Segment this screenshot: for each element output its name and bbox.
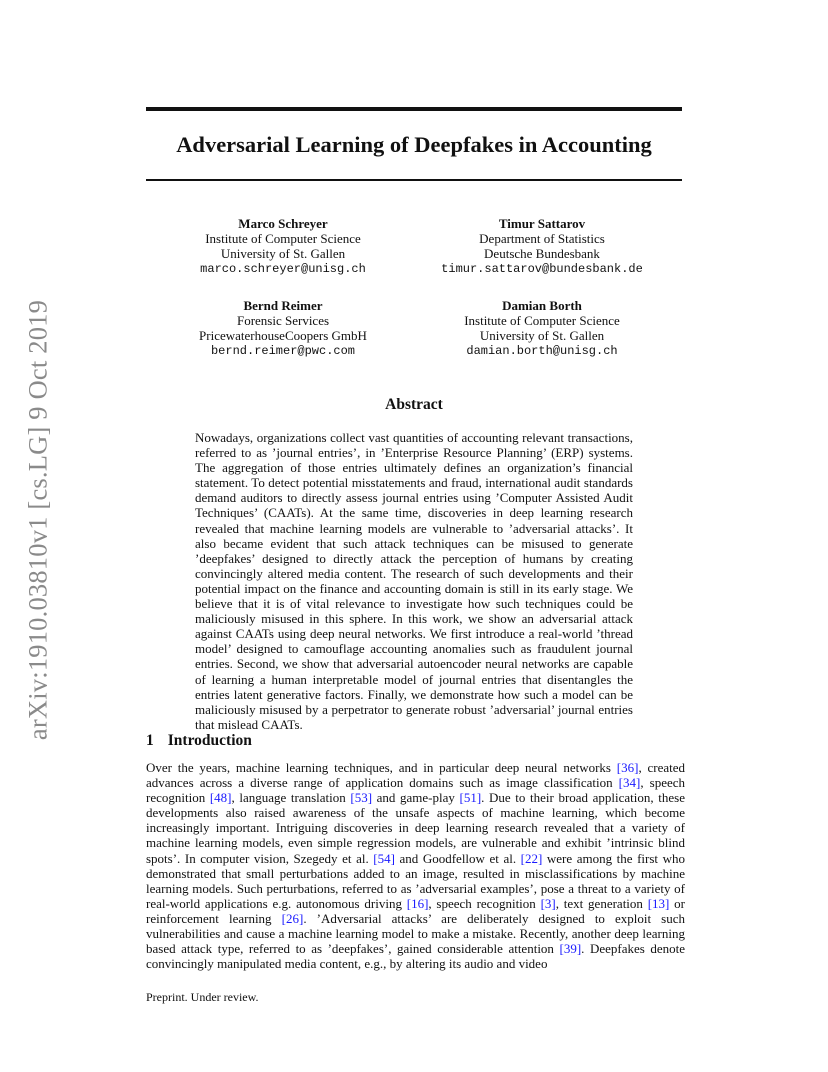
citation-link[interactable]: [16] — [406, 895, 429, 911]
intro-text: , speech recognition — [146, 775, 686, 806]
citation-link[interactable]: [34] — [618, 775, 641, 791]
author-affiliation: Institute of Computer Science — [464, 313, 620, 329]
author-affiliation: PricewaterhouseCoopers GmbH — [199, 328, 367, 344]
citation-link[interactable]: [22] — [520, 850, 543, 866]
author-email[interactable]: timur.sattarov@bundesbank.de — [441, 261, 643, 276]
paper-title: Adversarial Learning of Deepfakes in Accounting — [176, 132, 652, 157]
author-name: Bernd Reimer — [243, 298, 323, 313]
author-block — [172, 298, 394, 359]
author-name: Timur Sattarov — [498, 216, 586, 231]
citation-link[interactable]: [39] — [559, 941, 582, 957]
section-number: 1 — [146, 732, 154, 749]
author-block — [412, 298, 672, 359]
author-email[interactable]: marco.schreyer@unisg.ch — [200, 261, 366, 276]
author-block — [172, 216, 394, 277]
citation-link[interactable]: [3] — [540, 895, 556, 911]
citation-link[interactable]: [36] — [616, 760, 639, 775]
title-top-rule — [146, 107, 682, 111]
author-affiliation: Deutsche Bundesbank — [484, 246, 600, 262]
author-email[interactable]: damian.borth@unisg.ch — [466, 343, 618, 358]
intro-text: and game-play — [372, 790, 460, 806]
author-affiliation: Forensic Services — [236, 313, 330, 329]
author-affiliation: University of St. Gallen — [220, 246, 346, 262]
intro-text: . ’Adversarial attacks’ are deliberately designed to exploit such vulnerabilities and cause a machine learning model to make a mistake. Recently, another deep learning based attack type, referred to as ’deepfakes’, gained considerable attention — [146, 910, 685, 957]
citation-link[interactable]: [48] — [209, 790, 232, 806]
author-name: Marco Schreyer — [238, 216, 328, 231]
arxiv-stamp: arXiv:1910.03810v1 [cs.LG] 9 Oct 2019 — [22, 299, 53, 741]
intro-text: . Due to their broad application, these developments also raised awareness of the unsafe aspects of machine learning, which become increasingly important. Intriguing discoveries in deep learning research revealed that a variety of machine learning models, even simple regression models, are vulnerable and exhibit ’intrinsic blind spots’. In computer vision, Szegedy et al. — [146, 790, 685, 866]
abstract-heading: Abstract — [385, 396, 443, 413]
citation-link[interactable]: [54] — [373, 850, 395, 866]
citation-link[interactable]: [53] — [350, 790, 373, 806]
author-affiliation: Institute of Computer Science — [205, 231, 361, 247]
section-heading — [146, 731, 252, 751]
preprint-footer: Preprint. Under review. — [146, 990, 259, 1004]
intro-text: were among the first who demonstrated that small perturbations added to an image, resulted in misclassifications by machine learning models. Such perturbations, referred to as ’adversarial examples’, pose a threat to a variety of real-world applications e.g. autonomous driving — [146, 850, 685, 911]
intro-text: and Goodfellow et al. — [394, 850, 521, 866]
author-block — [412, 216, 672, 277]
intro-paragraph — [146, 760, 685, 971]
intro-text: , text generation — [555, 895, 648, 911]
intro-text: , created advances across a diverse range of application domains such as image classification — [146, 760, 685, 791]
citation-link[interactable]: [13] — [647, 895, 670, 911]
title-bottom-rule — [146, 179, 682, 181]
citation-link[interactable]: [26] — [281, 910, 304, 926]
citation-link[interactable]: [51] — [459, 790, 482, 806]
author-email[interactable]: bernd.reimer@pwc.com — [210, 343, 356, 358]
author-affiliation: Department of Statistics — [479, 231, 605, 247]
section-title: Introduction — [167, 732, 252, 749]
intro-text: , speech recognition — [428, 895, 541, 911]
intro-text: Over the years, machine learning techniques, and in particular deep neural networks — [146, 760, 617, 775]
intro-text: , language translation — [231, 790, 351, 806]
author-affiliation: University of St. Gallen — [479, 328, 605, 344]
intro-text: . Deepfakes denote convincingly manipulated media content, e.g., by altering its audio and video — [146, 941, 686, 972]
intro-text: or reinforcement learning — [146, 895, 685, 926]
abstract-text: Nowadays, organizations collect vast quantities of accounting relevant transactions, referred to as ’journal entries’, in ’Enterprise Resource Planning’ (ERP) systems. The aggregation of those entries ultimately defines an organization’s financial statement. To detect potential misstatements and fraud, international audit standards demand auditors to directly assess journal entries using ’Computer Assisted Audit Techniques’ (CAATs). At the same time, discoveries in deep learning research revealed that machine learning models are vulnerable to ’adversarial attacks’. It also became evident that such attack techniques can be misused to generate ’deepfakes’ designed to directly attack the perception of humans by creating convincingly altered media content. The research of such developments and their potential impact on the finance and accounting domain is still in its early stage. We believe that it is of vital relevance to investigate how such techniques could be maliciously misused in this sphere. In this work, we show an adversarial attack against CAATs using deep neural networks. We first introduce a real-world ’thread model’ designed to camouflage accounting anomalies such as fraudulent journal entries. Second, we show that adversarial autoencoder neural networks are capable of learning a human interpretable model of journal entries that disentangles the entries latent generative factors. Finally, we demonstrate how such a model can be maliciously misused by a perpetrator to generate robust ’adversarial’ journal entries that mislead CAATs. — [195, 430, 633, 732]
author-name: Damian Borth — [502, 298, 582, 313]
